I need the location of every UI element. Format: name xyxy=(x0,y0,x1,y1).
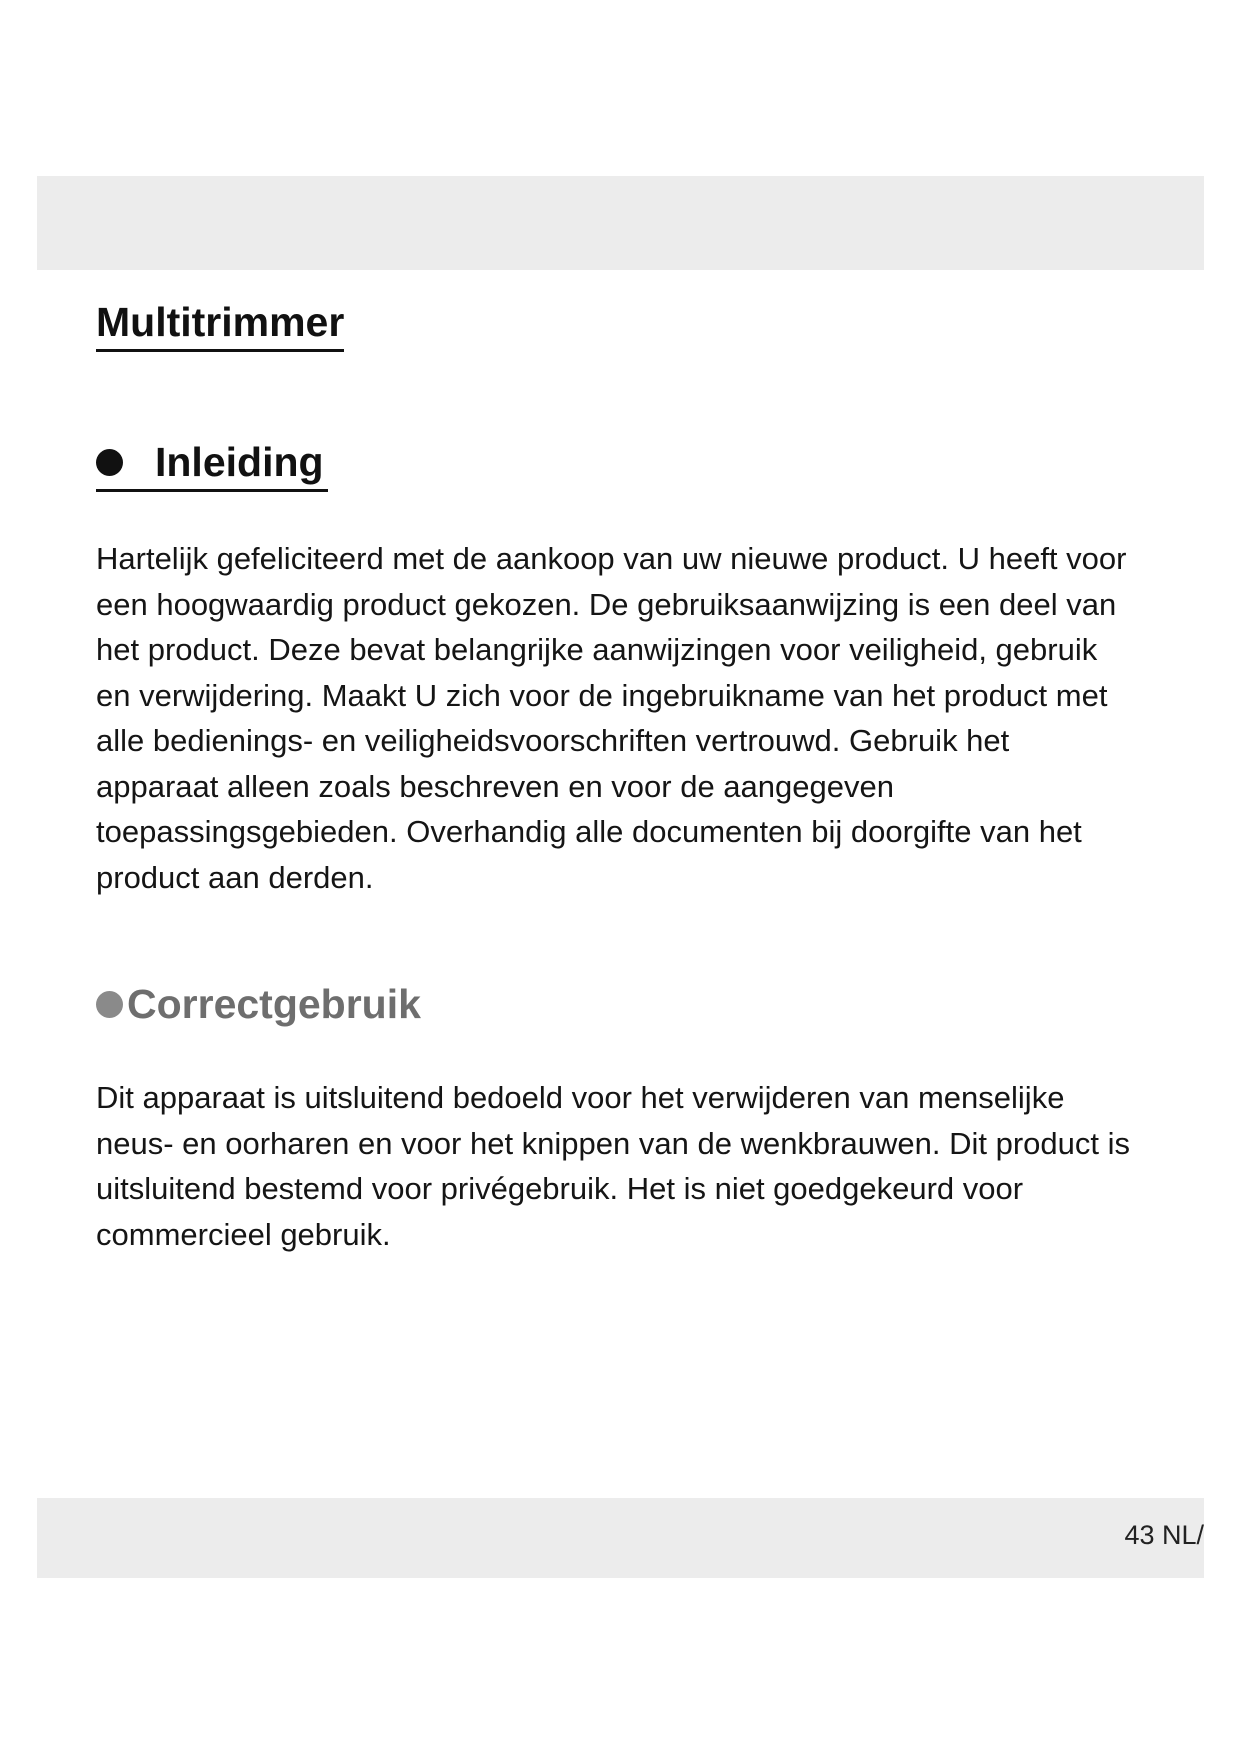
footer-band xyxy=(37,1498,1204,1578)
page-content xyxy=(96,300,1136,1257)
section-heading-intended-use xyxy=(96,982,421,1031)
bullet-icon xyxy=(96,991,123,1018)
header-band xyxy=(37,176,1204,270)
section-heading-introduction xyxy=(96,440,328,492)
section-body-intended-use: Dit apparaat is uitsluitend bedoeld voor het verwijderen van menselijke neus- en oorharen en voor het knippen van de wenkbrauwen. Dit product is uitsluitend bestemd voor privégebruik. Het is niet goedgekeurd voor commercieel gebruik. xyxy=(96,1080,1130,1252)
bullet-icon xyxy=(96,449,123,476)
section-body-introduction: Hartelijk gefeliciteerd met de aankoop van uw nieuwe product. U heeft voor een hoogwaardig product gekozen. De gebruiksaanwijzing is een deel van het product. Deze bevat belangrijke aanwijzingen voor veiligheid, gebruik en verwijdering. Maakt U zich voor de ingebruikname van het product met alle bedienings- en veiligheidsvoorschriften vertrouwd. Gebruik het apparaat alleen zoals beschreven en voor de aangegeven toepassingsgebieden. Overhandig alle documenten bij doorgifte van het product aan derden. xyxy=(96,541,1127,895)
section-introduction xyxy=(96,440,1136,900)
page-number: 43 NL/ xyxy=(1124,1520,1204,1550)
section-intended-use xyxy=(96,982,1136,1257)
section-heading-label: Correctgebruik xyxy=(127,981,421,1028)
document-title: Multitrimmer xyxy=(96,300,344,352)
section-heading-label: Inleiding xyxy=(155,439,324,486)
